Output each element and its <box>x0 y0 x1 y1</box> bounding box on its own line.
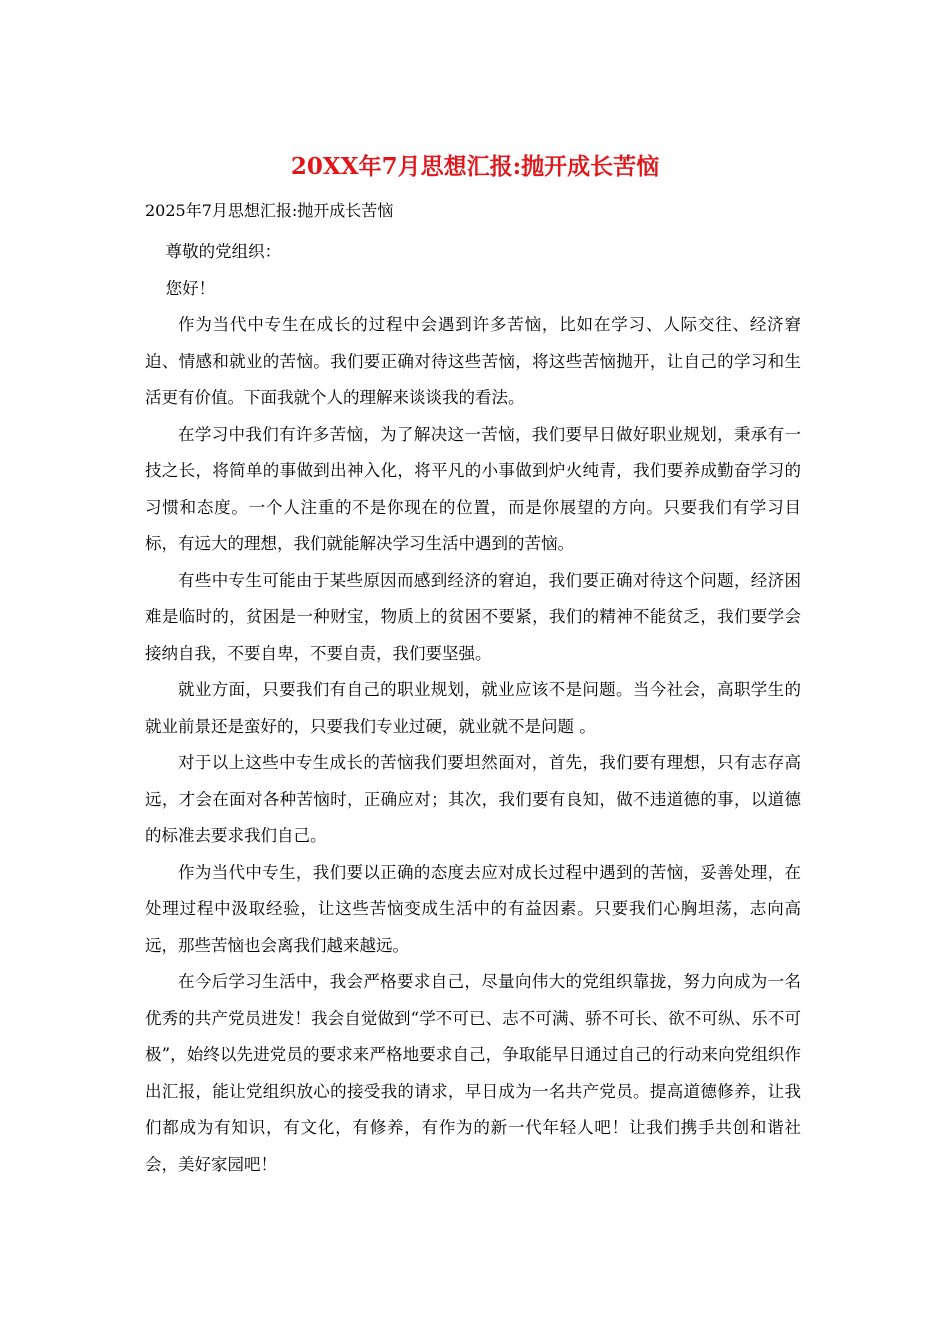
paragraph: 有些中专生可能由于某些原因而感到经济的窘迫，我们要正确对待这个问题，经济困难是临时的，贫困是一种财宝，物质上的贫困不要紧，我们的精神不能贫乏，我们要学会接纳自我，不要自卑，不要自责，我们要坚强。 <box>145 570 801 663</box>
document-body <box>145 234 801 1183</box>
salutation: 尊敬的党组织： <box>165 242 282 261</box>
document-title: 20XX年7月思想汇报:抛开成长苦恼 <box>290 153 660 180</box>
paragraph: 在今后学习生活中，我会严格要求自己，尽量向伟大的党组织靠拢，努力向成为一名优秀的共产党员进发！我会自觉做到“学不可已、志不可满、骄不可长、欲不可纵、乐不可极”，始终以先进党员的要求来严格地要求自己，争取能早日通过自己的行动来向党组织作出汇报，能让党组织放心的接受我的请求，早日成为一名共产党员。提高道德修养，让我们都成为有知识，有文化，有修养，有作为的新一代年轻人吧！让我们携手共创和谐社会，美好家园吧！ <box>145 972 801 1174</box>
greeting: 您好！ <box>165 278 216 298</box>
paragraph: 作为当代中专生在成长的过程中会遇到许多苦恼，比如在学习、人际交往、经济窘迫、情感和就业的苦恼。我们要正确对待这些苦恼，将这些苦恼抛开，让自己的学习和生活更有价值。下面我就个人的理解来谈谈我的看法。 <box>145 315 801 407</box>
paragraph: 就业方面，只要我们有自己的职业规划，就业应该不是问题。当今社会，高职学生的就业前景还是蛮好的，只要我们专业过硬，就业就不是问题 。 <box>145 680 801 736</box>
paragraph: 对于以上这些中专生成长的苦恼我们要坦然面对，首先，我们要有理想，只有志存高远，才会在面对各种苦恼时，正确应对；其次，我们要有良知，做不违道德的事，以道德的标准去要求我们自己。 <box>145 753 801 845</box>
paragraph: 在学习中我们有许多苦恼，为了解决这一苦恼，我们要早日做好职业规划，秉承有一技之长，将简单的事做到出神入化，将平凡的小事做到炉火纯青，我们要养成勤奋学习的习惯和态度。一个人注重的不是你现在的位置，而是你展望的方向。只要我们有学习目标，有远大的理想，我们就能解决学习生活中遇到的苦恼。 <box>145 424 801 553</box>
document-subtitle: 2025年7月思想汇报:抛开成长苦恼 <box>145 201 394 220</box>
paragraph: 作为当代中专生，我们要以正确的态度去应对成长过程中遇到的苦恼，妥善处理，在处理过程中汲取经验，让这些苦恼变成生活中的有益因素。只要我们心胸坦荡，志向高远，那些苦恼也会离我们越来越远。 <box>145 862 801 955</box>
